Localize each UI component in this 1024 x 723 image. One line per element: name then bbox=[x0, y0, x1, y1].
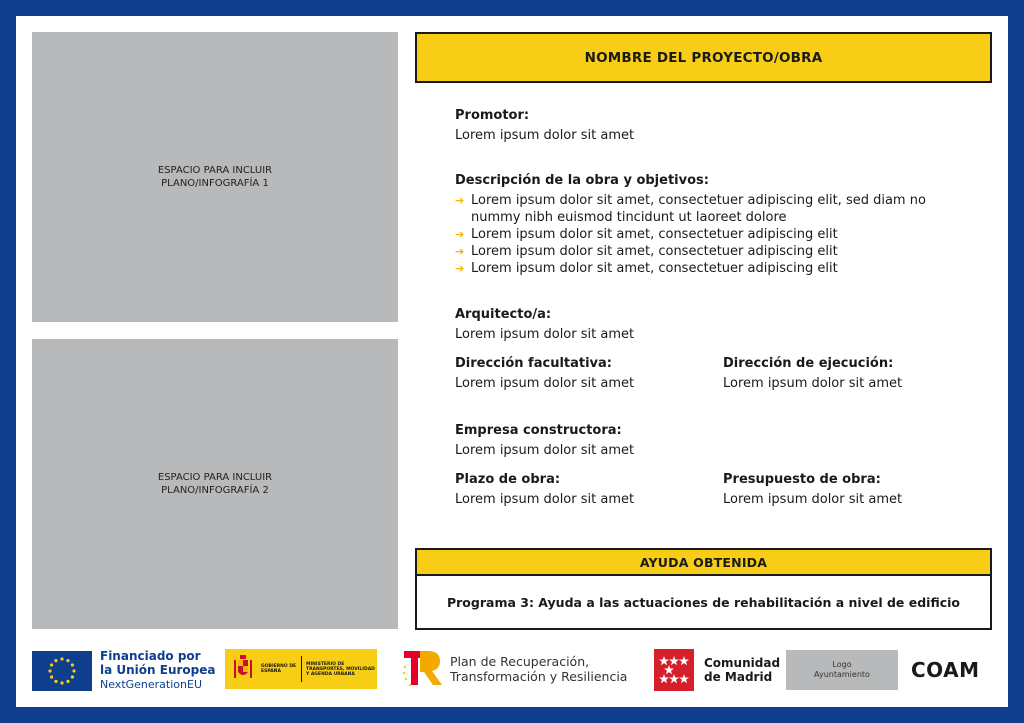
ayuda-header: AYUDA OBTENIDA bbox=[415, 548, 992, 576]
image-placeholder-1 bbox=[32, 32, 398, 322]
prtr-logo-line1: Plan de Recuperación, bbox=[450, 654, 590, 669]
project-title: NOMBRE DEL PROYECTO/OBRA bbox=[415, 32, 992, 83]
presupuesto-obra-value: Lorem ipsum dolor sit amet bbox=[723, 492, 903, 507]
promotor-label: Promotor: bbox=[455, 108, 530, 123]
prtr-logo-line2: Transformación y Resiliencia bbox=[450, 669, 628, 684]
ayuntamiento-line1: Logo bbox=[832, 660, 852, 669]
presupuesto-obra-label: Presupuesto de obra: bbox=[723, 472, 881, 487]
ayuntamiento-logo-placeholder bbox=[786, 650, 898, 690]
comunidad-madrid-logo bbox=[654, 649, 780, 691]
direccion-ejecucion-label: Dirección de ejecución: bbox=[723, 356, 894, 371]
direccion-facultativa-label: Dirección facultativa: bbox=[455, 356, 613, 371]
promotor-value: Lorem ipsum dolor sit amet bbox=[455, 128, 635, 143]
eu-logo-line1: Financiado por bbox=[100, 649, 201, 663]
spain-coat-of-arms-icon bbox=[231, 654, 255, 684]
logo-strip bbox=[16, 644, 1008, 694]
comunidad-line2: de Madrid bbox=[704, 670, 773, 684]
list-item: ➔ Lorem ipsum dolor sit amet, consectetuer adipiscing elit bbox=[455, 261, 838, 276]
poster-sheet bbox=[16, 16, 1008, 707]
arrow-right-icon: ➔ bbox=[455, 245, 465, 258]
eu-logo bbox=[32, 649, 215, 692]
gobierno-text: GOBIERNO DE ESPAÑA bbox=[261, 664, 297, 674]
ayuda-programa: Programa 3: Ayuda a las actuaciones de rehabilitación a nivel de edificio bbox=[415, 574, 992, 630]
arquitecto-value: Lorem ipsum dolor sit amet bbox=[455, 327, 635, 342]
eu-logo-line2: la Unión Europea bbox=[100, 663, 216, 677]
madrid-flag-icon bbox=[654, 649, 694, 691]
descripcion-list bbox=[455, 192, 975, 277]
placeholder-2-line1: ESPACIO PARA INCLUIR bbox=[157, 472, 273, 483]
image-placeholder-2 bbox=[32, 339, 398, 629]
arquitecto-label: Arquitecto/a: bbox=[455, 307, 552, 322]
prtr-mark-icon bbox=[400, 647, 444, 691]
arrow-right-icon: ➔ bbox=[455, 228, 465, 241]
list-item: ➔ Lorem ipsum dolor sit amet, consectetuer adipiscing elit bbox=[455, 244, 838, 259]
coam-logo: COAM bbox=[911, 658, 980, 682]
prtr-logo bbox=[400, 647, 627, 691]
gobierno-divider bbox=[301, 656, 302, 682]
plazo-obra-value: Lorem ipsum dolor sit amet bbox=[455, 492, 635, 507]
placeholder-1-line1: ESPACIO PARA INCLUIR bbox=[157, 165, 273, 176]
plazo-obra-label: Plazo de obra: bbox=[455, 472, 561, 487]
arrow-right-icon: ➔ bbox=[455, 262, 465, 275]
eu-logo-line3: NextGenerationEU bbox=[100, 678, 202, 691]
direccion-ejecucion-value: Lorem ipsum dolor sit amet bbox=[723, 376, 903, 391]
descripcion-label: Descripción de la obra y objetivos: bbox=[455, 173, 709, 188]
comunidad-line1: Comunidad bbox=[704, 656, 781, 670]
eu-flag-icon bbox=[32, 651, 92, 691]
ayuntamiento-line2: Ayuntamiento bbox=[814, 670, 870, 679]
ministerio-text: MINISTERIO DE TRANSPORTES, MOVILIDAD Y AGENDA URBANA bbox=[306, 661, 375, 677]
gobierno-logo bbox=[225, 649, 377, 689]
empresa-constructora-label: Empresa constructora: bbox=[455, 423, 622, 438]
arrow-right-icon: ➔ bbox=[455, 194, 465, 207]
placeholder-1-line2: PLANO/INFOGRAFÍA 1 bbox=[161, 178, 269, 189]
placeholder-2-line2: PLANO/INFOGRAFÍA 2 bbox=[161, 485, 269, 496]
direccion-facultativa-value: Lorem ipsum dolor sit amet bbox=[455, 376, 635, 391]
list-item: ➔ Lorem ipsum dolor sit amet, consectetuer adipiscing elit bbox=[455, 227, 838, 242]
list-item: ➔ Lorem ipsum dolor sit amet, consectetuer adipiscing elit, sed diam no nummy nibh euismod tincidunt ut laoreet dolore bbox=[455, 193, 926, 225]
empresa-constructora-value: Lorem ipsum dolor sit amet bbox=[455, 443, 635, 458]
